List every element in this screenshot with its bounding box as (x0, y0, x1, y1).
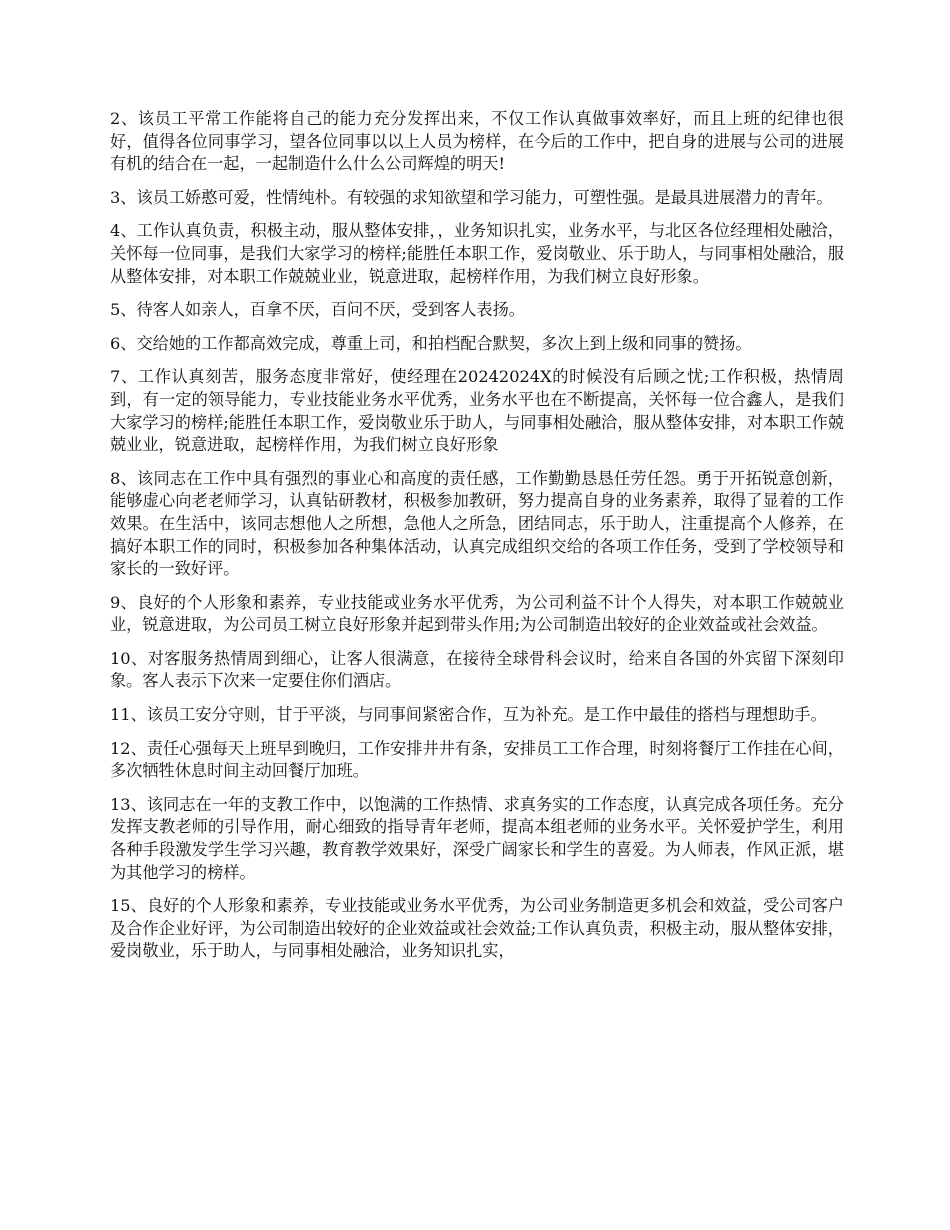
paragraph-12: 12、责任心强每天上班早到晚归，工作安排井井有条，安排员工工作合理，时刻将餐厅工作挂在心间，多次牺牲休息时间主动回餐厅加班。 (110, 738, 844, 781)
paragraph-11: 11、该员工安分守则，甘于平淡，与同事间紧密合作，互为补充。是工作中最佳的搭档与理想助手。 (110, 705, 827, 725)
paragraph-8: 8、该同志在工作中具有强烈的事业心和高度的责任感，工作勤勤恳恳任劳任怨。勇于开拓锐意创新，能够虚心向老老师学习，认真钻研教材，积极参加教研，努力提高自身的业务素养，取得了显着的工作效果。在生活中，该同志想他人之所想，急他人之所急，团结同志，乐于助人，注重提高个人修养，在搞好本职工作的同时，积极参加各种集体活动，认真完成组织交给的各项工作任务，受到了学校领导和家长的一致好评。 (110, 468, 844, 579)
paragraph-15: 15、良好的个人形象和素养，专业技能或业务水平优秀，为公司业务制造更多机会和效益，受公司客户及合作企业好评，为公司制造出较好的企业效益或社会效益;工作认真负责，积极主动，服从整体安排，爱岗敬业，乐于助人，与同事相处融洽，业务知识扎实， (110, 896, 844, 961)
paragraph-9: 9、良好的个人形象和素养，专业技能或业务水平优秀，为公司利益不计个人得失，对本职工作兢兢业业，锐意进取，为公司员工树立良好形象并起到带头作用;为公司制造出较好的企业效益或社会效益。 (110, 592, 844, 635)
paragraph-5: 5、待客人如亲人，百拿不厌，百问不厌，受到客人表扬。 (110, 300, 525, 320)
paragraph-6: 6、交给她的工作都高效完成，尊重上司，和拍档配合默契，多次上到上级和同事的赞扬。 (110, 333, 752, 353)
paragraph-7: 7、工作认真刻苦，服务态度非常好，使经理在20242024X的时候没有后顾之忧;工作积极，热情周到，有一定的领导能力，专业技能业务水平优秀，业务水平也在不断提高，关怀每一位合鑫人，是我们大家学习的榜样;能胜任本职工作，爱岗敬业乐于助人，与同事相处融洽，服从整体安排，对本职工作兢兢业业，锐意进取，起榜样作用，为我们树立良好形象 (110, 367, 844, 455)
paragraph-3: 3、该员工娇憨可爱，性情纯朴。有较强的求知欲望和学习能力，可塑性强。是最具进展潜力的青年。 (110, 187, 833, 207)
paragraph-13: 13、该同志在一年的支教工作中，以饱满的工作热情、求真务实的工作态度，认真完成各项任务。充分发挥支教老师的引导作用，耐心细致的指导青年老师，提高本组老师的业务水平。关怀爱护学生，利用各种手段激发学生学习兴趣，教育教学效果好，深受广阔家长和学生的喜爱。为人师表，作风正派，堪为其他学习的榜样。 (110, 794, 844, 882)
paragraph-2: 2、该员工平常工作能将自己的能力充分发挥出来，不仅工作认真做事效率好，而且上班的纪律也很好，值得各位同事学习，望各位同事以以上人员为榜样，在今后的工作中，把自身的进展与公司的进展有机的结合在一起，一起制造什么什么公司辉煌的明天! (110, 109, 844, 174)
paragraph-10: 10、对客服务热情周到细心，让客人很满意，在接待全球骨科会议时，给来自各国的外宾留下深刻印象。客人表示下次来一定要住你们酒店。 (110, 648, 844, 691)
paragraph-4: 4、工作认真负责，积极主动，服从整体安排，，业务知识扎实，业务水平，与北区各位经理相处融洽，关怀每一位同事，是我们大家学习的榜样;能胜任本职工作，爱岗敬业、乐于助人，与同事相处融洽，服从整体安排，对本职工作兢兢业业，锐意进取，起榜样作用，为我们树立良好形象。 (110, 221, 844, 286)
document-body (110, 108, 844, 974)
